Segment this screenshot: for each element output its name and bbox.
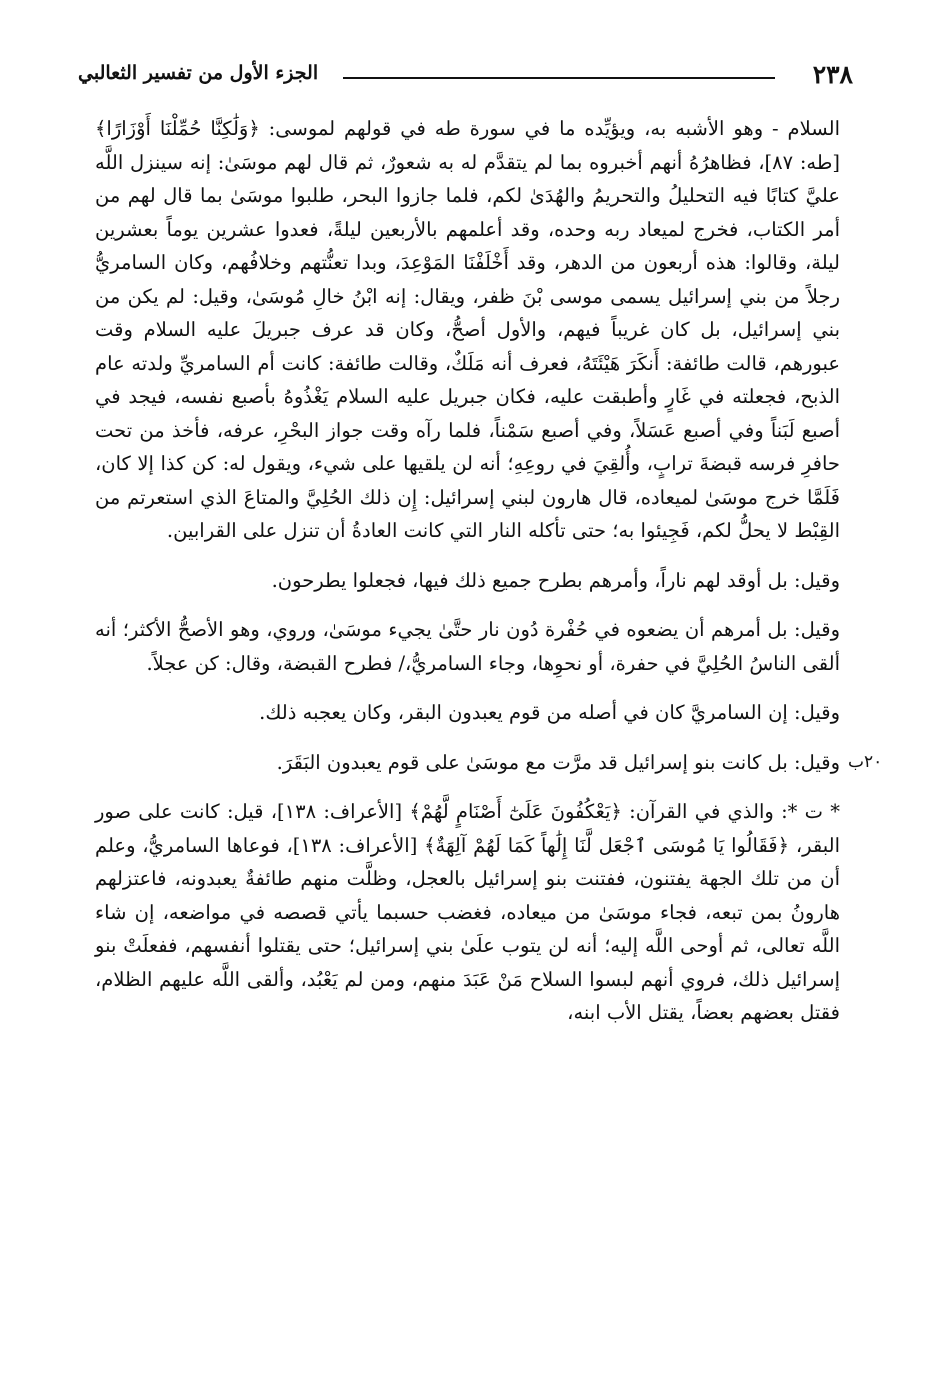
header-title: الجزء الأول من تفسير الثعالبي — [78, 62, 319, 84]
paragraph-4: وقيل: إن السامريَّ كان في أصله من قوم يعبدون البقر، وكان يعجبه ذلك. — [259, 701, 840, 724]
header-rule — [343, 77, 775, 79]
running-header — [78, 58, 853, 98]
paragraph-3: وقيل: بل أمرهم أن يضعوه في حُفْرة دُون نار حتَّىٰ يجيء موسَىٰ، وروي، وهو الأصحُّ الأكثر؛ أنه ألقى الناسُ الحُلِيَّ في حفرة، أو نحوِها، وجاء السامريُّ،/ فطرح القبضة، وقال: كن عجلاً. — [95, 618, 840, 675]
paragraph-1: السلام - وهو الأشبه به، ويؤيِّده ما في سورة طه في قولهم لموسى: ﴿وَلَٰكِنَّا حُمِّلْنَا أَوْزَارًا﴾ [طه: ٨٧]، فظاهرُهُ أنهم أخبروه بما لم يتقدَّم له به شعورٌ، ثم قال لهم موسَىٰ: إنه سينزل اللَّه عليَّ كتابًا فيه التحليلُ والتحريمُ والهُدَىٰ لكم، فلما جازوا البحر، طلبوا موسَىٰ بما قال لهم من أمر الكتاب، فخرج لميعاد ربه وحده، وقد أعلمهم بالأربعين ليلةً، فعدوا عشرين يوماً بعشرين ليلة، وقالوا: هذه أربعون من الدهر، وقد أَخْلَفْنَا المَوْعِدَ، وبدا تعنُّتهم وخلافُهم، وكان السامريُّ رجلاً من بني إسرائيل يسمى موسى بْنَ ظفر، ويقال: إنه ابْنُ خالِ مُوسَىٰ، وقيل: لم يكن من بني إسرائيل، بل كان غريباً فيهم، والأول أصحُّ، وكان قد عرف جبريلَ عليه السلام وقت عبورهم، قالت طائفة: أَنكَرَ هَيْئَتَهُ، فعرف أنه مَلَكٌ، وقالت طائفة: كانت أم السامريِّ ولدته عام الذبح، فجعلته في غَارٍ وأطبقت عليه، فكان جبريل عليه السلام يَغْذُوهُ بأصبع نفسه، فيجد في أصبع لَبَناً وفي أصبع عَسَلاً، وفي أصبع سَمْناً، فلما رآه وقت جواز البحْرِ، عرفه، فأخذ من تحت حافرِ فرسه قبضةَ ترابٍ، وأُلقِيَ في روعِهِ؛ أنه لن يلقيها على شيء، ويقول له: كن كذا إلا كان، فَلَمَّا خرج موسَىٰ لميعاده، قال هارون لبني إسرائيل: إِن ذلك الحُلِيَّ والمتاعَ الذي استعرتم من القِبْط لا يحلُّ لكم، فَجِيئوا به؛ حتى تأكله النار التي كانت العادةُ أن تنزل على القرابين. — [95, 117, 840, 542]
paragraph-2: وقيل: بل أوقد لهم ناراً، وأمرهم بطرح جميع ذلك فيها، فجعلوا يطرحون. — [271, 568, 840, 592]
paragraph-5: وقيل: بل كانت بنو إسرائيل قد مرَّت مع موسَىٰ على قوم يعبدون البَقَرَ. — [276, 750, 840, 774]
page-number: ٢٣٨ — [812, 60, 853, 89]
paragraph-6: * ت *: والذي في القرآن: ﴿يَعْكُفُونَ عَلَىٰٓ أَصْنَامٍ لَّهُمْ﴾ [الأعراف: ١٣٨]، قيل: كانت على صور البقر، ﴿فَقَالُوا يَا مُوسَى ٱجْعَل لَّنَا إِلَٰهاً كَمَا لَهُمْ آلِهَةٌ﴾ [الأعراف: ١٣٨]، فوعاها السامريُّ، وعلم أن من تلك الجهة يفتنون، ففتنت بنو إسرائيل بالعجل، وظلَّت منهم طائفةٌ يعبدونه، فاعتزلهم هارونُ بمن تبعه، فجاء موسَىٰ من ميعاده، فغضب حسبما يأتي قصصه في مواضعه، إن شاء اللَّه تعالى، ثم أوحى اللَّه إليه؛ أنه لن يتوب علَىٰ بني إسرائيل؛ حتى يقتلوا أنفسهم، ففعلَتْ بنو إسرائيل ذلك، فروي أنهم لبسوا السلاح مَنْ عَبَدَ منهم، ومن لم يَعْبُد، وألقى اللَّه عليهم الظلام، فقتل بعضهم بعضاً، يقتل الأب ابنه، — [95, 800, 840, 1024]
body-text — [95, 110, 840, 1030]
margin-note: ٢٠ب — [848, 752, 883, 772]
